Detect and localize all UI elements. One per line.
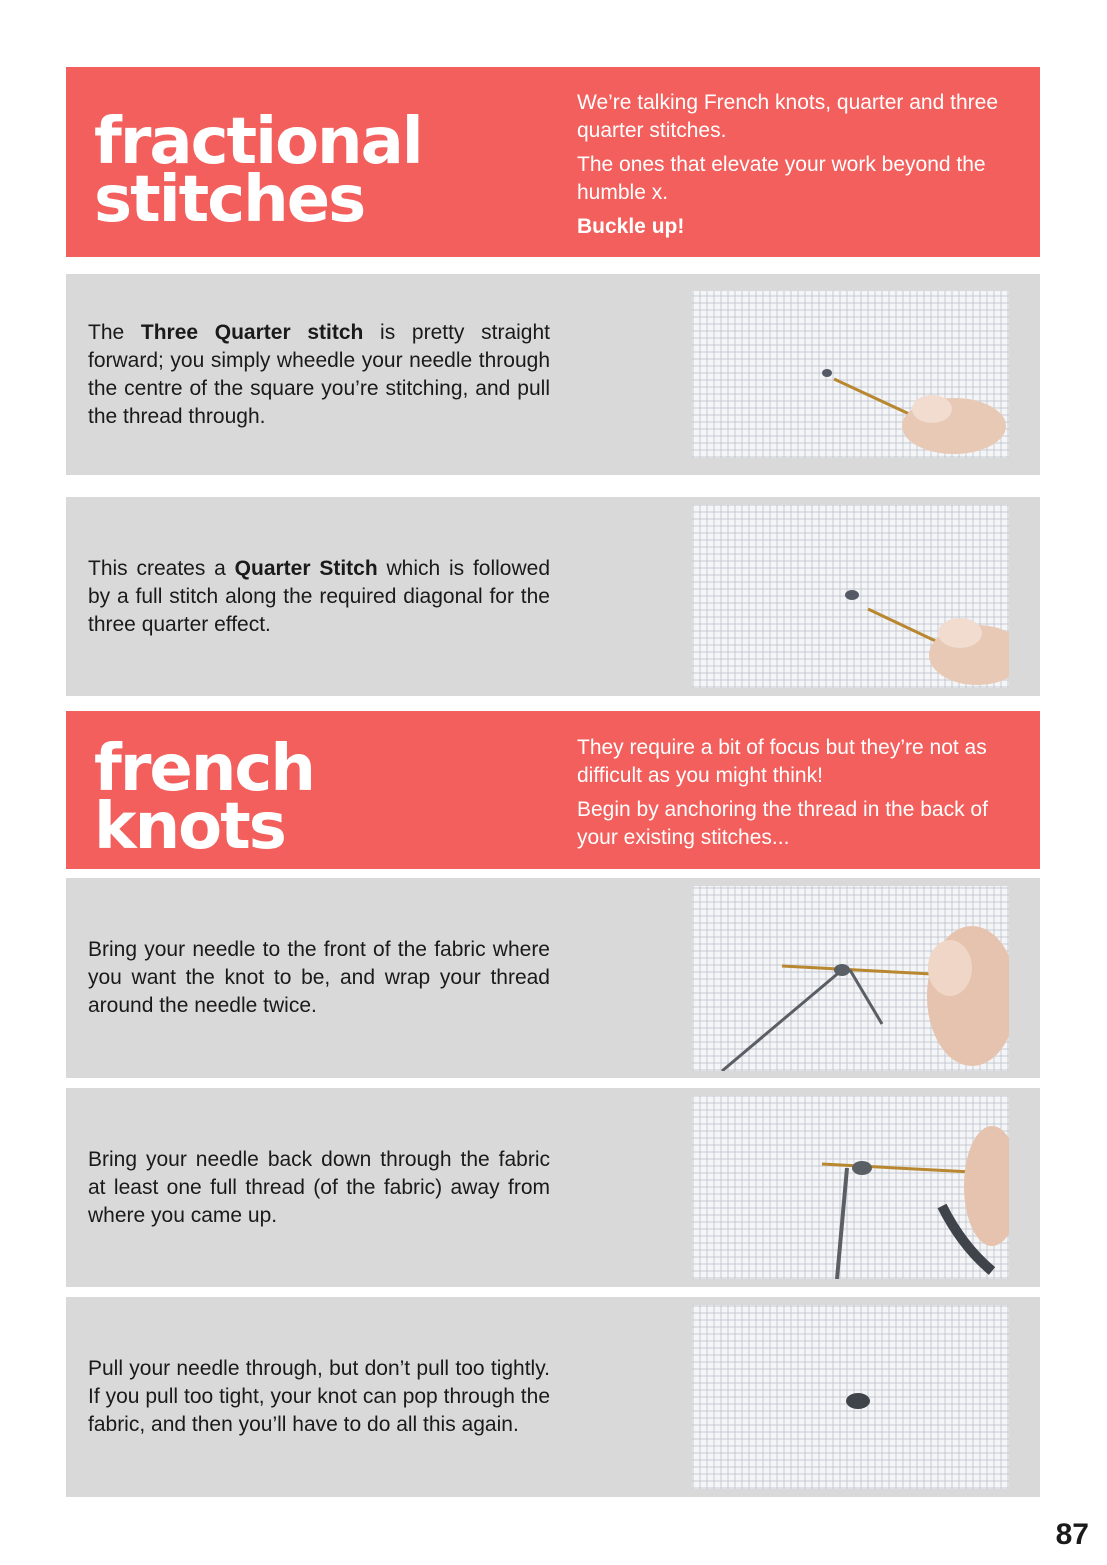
photo-needle-through-fabric <box>692 291 1009 458</box>
title-line-2: stitches <box>94 163 365 237</box>
instruction-card <box>66 1088 1040 1287</box>
instruction-paragraph: Pull your needle through, but don’t pull too tightly. If you pull too tight, your knot can pop through the fabric, and then you’ll have to do all this again. <box>88 1357 550 1436</box>
text-run: is pretty straight forward; you simply wheedle your needle through the centre of the square you’re stitching, and pull the thread through. <box>88 320 550 428</box>
photo-quarter-stitch <box>692 505 1009 688</box>
needle-illustration <box>692 1096 1009 1279</box>
section-title <box>94 105 422 237</box>
instruction-card <box>66 274 1040 475</box>
section-intro <box>577 734 1022 858</box>
text-run: which is followed by a full stitch along the required diagonal for the three quarter effect. <box>88 556 551 636</box>
section-title <box>94 732 314 864</box>
instruction-card <box>66 497 1040 696</box>
instruction-paragraph: Bring your needle to the front of the fabric where you want the knot to be, and wrap your thread around the needle twice. <box>88 938 550 1017</box>
intro-callout: Buckle up! <box>577 215 685 238</box>
text-run: The <box>88 320 141 344</box>
section-intro <box>577 89 1022 247</box>
needle-illustration <box>692 886 1009 1071</box>
intro-paragraph: They require a bit of focus but they’re not as difficult as you might think! <box>577 736 987 787</box>
needle-illustration <box>692 291 1009 458</box>
intro-paragraph: Begin by anchoring the thread in the back of your existing stitches... <box>577 798 988 849</box>
photo-needle-back-down <box>692 1096 1009 1279</box>
title-line-2: knots <box>94 790 285 864</box>
title-line-1: french <box>94 732 314 806</box>
instruction-text <box>88 878 550 1078</box>
section-header-fractional-stitches <box>66 67 1040 257</box>
instruction-text <box>88 274 550 475</box>
photo-wrap-thread <box>692 886 1009 1071</box>
knot-illustration <box>692 1305 1009 1489</box>
instruction-paragraph: Bring your needle back down through the fabric at least one full thread (of the fabric) away from where you came up. <box>88 1147 550 1227</box>
instruction-card <box>66 878 1040 1078</box>
title-line-1: fractional <box>94 105 422 179</box>
instruction-card <box>66 1297 1040 1497</box>
section-header-french-knots <box>66 711 1040 869</box>
needle-illustration <box>692 505 1009 688</box>
intro-paragraph: We’re talking French knots, quarter and three quarter stitches. <box>577 91 998 142</box>
instruction-text <box>88 1088 550 1287</box>
instruction-text <box>88 497 550 696</box>
term-three-quarter-stitch: Three Quarter stitch <box>140 320 364 344</box>
page-number: 87 <box>1055 1518 1089 1551</box>
text-run: This creates a <box>88 556 235 580</box>
intro-paragraph: The ones that elevate your work beyond the humble x. <box>577 153 986 204</box>
term-quarter-stitch: Quarter Stitch <box>234 556 378 580</box>
instruction-text <box>88 1297 550 1497</box>
photo-finished-knot <box>692 1305 1009 1489</box>
